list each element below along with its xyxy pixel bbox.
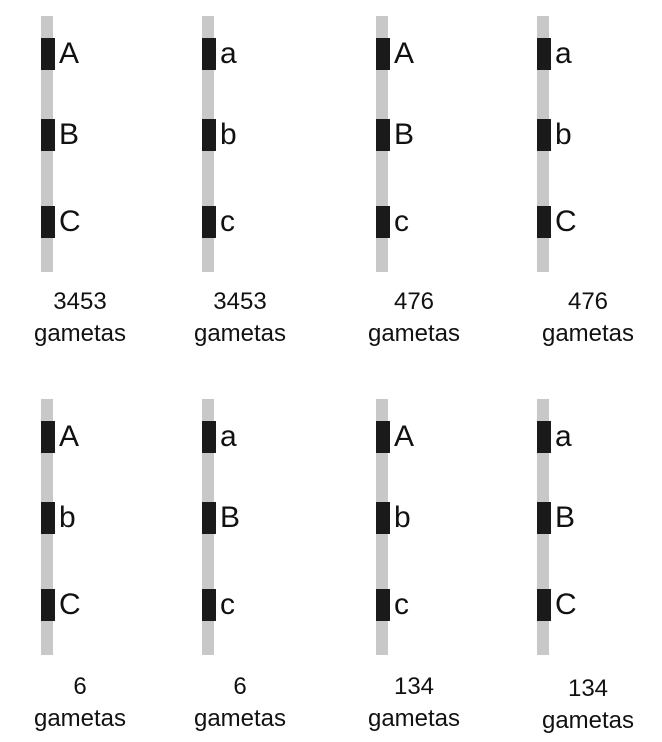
- locus-2: [202, 502, 272, 534]
- gamete-unit: gametas: [541, 707, 635, 734]
- locus-mark: [202, 38, 216, 70]
- allele-label: A: [59, 37, 80, 70]
- allele-label: A: [59, 420, 80, 453]
- locus-mark: [41, 589, 55, 621]
- locus-3: [537, 589, 607, 621]
- gamete-count-caption-6: [175, 671, 305, 735]
- locus-mark: [537, 38, 551, 70]
- locus-mark: [41, 206, 55, 238]
- allele-label: B: [555, 501, 576, 534]
- locus-3: [376, 206, 446, 238]
- gamete-count: 476: [567, 288, 609, 315]
- gamete-unit: gametas: [367, 705, 461, 732]
- allele-label: a: [555, 420, 572, 453]
- allele-label: B: [59, 118, 80, 151]
- locus-mark: [376, 38, 390, 70]
- allele-label: C: [555, 205, 577, 238]
- gamete-count: 476: [393, 288, 435, 315]
- allele-label: c: [220, 205, 235, 238]
- gamete-count-caption-5: [15, 671, 145, 735]
- chromosome-8: [537, 399, 647, 659]
- locus-mark: [376, 119, 390, 151]
- allele-label: c: [394, 588, 409, 621]
- gamete-unit: gametas: [541, 320, 635, 347]
- chromosome-4: [537, 16, 647, 276]
- allele-label: A: [394, 420, 415, 453]
- gamete-unit: gametas: [193, 320, 287, 347]
- locus-1: [376, 38, 446, 70]
- allele-label: c: [220, 588, 235, 621]
- chromosome-7: [376, 399, 486, 659]
- locus-1: [41, 421, 111, 453]
- locus-3: [537, 206, 607, 238]
- locus-2: [376, 119, 446, 151]
- gamete-count-caption-7: [349, 671, 479, 735]
- locus-3: [202, 589, 272, 621]
- allele-label: c: [394, 205, 409, 238]
- locus-3: [41, 206, 111, 238]
- locus-mark: [376, 502, 390, 534]
- locus-mark: [537, 589, 551, 621]
- allele-label: B: [394, 118, 415, 151]
- gamete-count-caption-1: [15, 286, 145, 350]
- locus-2: [41, 502, 111, 534]
- gamete-count: 6: [233, 673, 247, 700]
- gamete-count: 134: [567, 675, 609, 702]
- locus-mark: [202, 421, 216, 453]
- locus-mark: [537, 119, 551, 151]
- gamete-count: 3453: [213, 288, 267, 315]
- locus-mark: [202, 502, 216, 534]
- locus-mark: [376, 589, 390, 621]
- locus-1: [41, 38, 111, 70]
- gamete-unit: gametas: [367, 320, 461, 347]
- gamete-count-caption-3: [349, 286, 479, 350]
- allele-label: a: [220, 37, 237, 70]
- locus-1: [376, 421, 446, 453]
- locus-1: [537, 421, 607, 453]
- locus-2: [41, 119, 111, 151]
- locus-mark: [202, 206, 216, 238]
- chromosome-2: [202, 16, 312, 276]
- locus-mark: [202, 119, 216, 151]
- allele-label: a: [220, 420, 237, 453]
- locus-1: [202, 421, 272, 453]
- chromosome-3: [376, 16, 486, 276]
- allele-label: B: [220, 501, 241, 534]
- locus-mark: [41, 421, 55, 453]
- gamete-unit: gametas: [33, 705, 127, 732]
- allele-label: b: [220, 118, 237, 151]
- locus-1: [202, 38, 272, 70]
- gamete-count-caption-8: [523, 673, 653, 737]
- locus-mark: [376, 206, 390, 238]
- gamete-count-caption-2: [175, 286, 305, 350]
- locus-2: [202, 119, 272, 151]
- allele-label: C: [59, 588, 81, 621]
- locus-mark: [41, 38, 55, 70]
- locus-mark: [202, 589, 216, 621]
- gamete-unit: gametas: [33, 320, 127, 347]
- gamete-count: 134: [393, 673, 435, 700]
- locus-3: [376, 589, 446, 621]
- gamete-count: 6: [73, 673, 87, 700]
- allele-label: C: [555, 588, 577, 621]
- chromosome-6: [202, 399, 312, 659]
- allele-label: b: [394, 501, 411, 534]
- chromosome-1: [41, 16, 151, 276]
- allele-label: a: [555, 37, 572, 70]
- locus-3: [202, 206, 272, 238]
- locus-2: [537, 502, 607, 534]
- allele-label: C: [59, 205, 81, 238]
- locus-mark: [41, 502, 55, 534]
- allele-label: b: [59, 501, 76, 534]
- chromosome-5: [41, 399, 151, 659]
- locus-2: [376, 502, 446, 534]
- locus-mark: [537, 421, 551, 453]
- gamete-count: 3453: [53, 288, 107, 315]
- locus-mark: [41, 119, 55, 151]
- allele-label: A: [394, 37, 415, 70]
- locus-mark: [537, 502, 551, 534]
- locus-3: [41, 589, 111, 621]
- locus-mark: [376, 421, 390, 453]
- gamete-count-caption-4: [523, 286, 653, 350]
- locus-mark: [537, 206, 551, 238]
- locus-2: [537, 119, 607, 151]
- allele-label: b: [555, 118, 572, 151]
- locus-1: [537, 38, 607, 70]
- gamete-unit: gametas: [193, 705, 287, 732]
